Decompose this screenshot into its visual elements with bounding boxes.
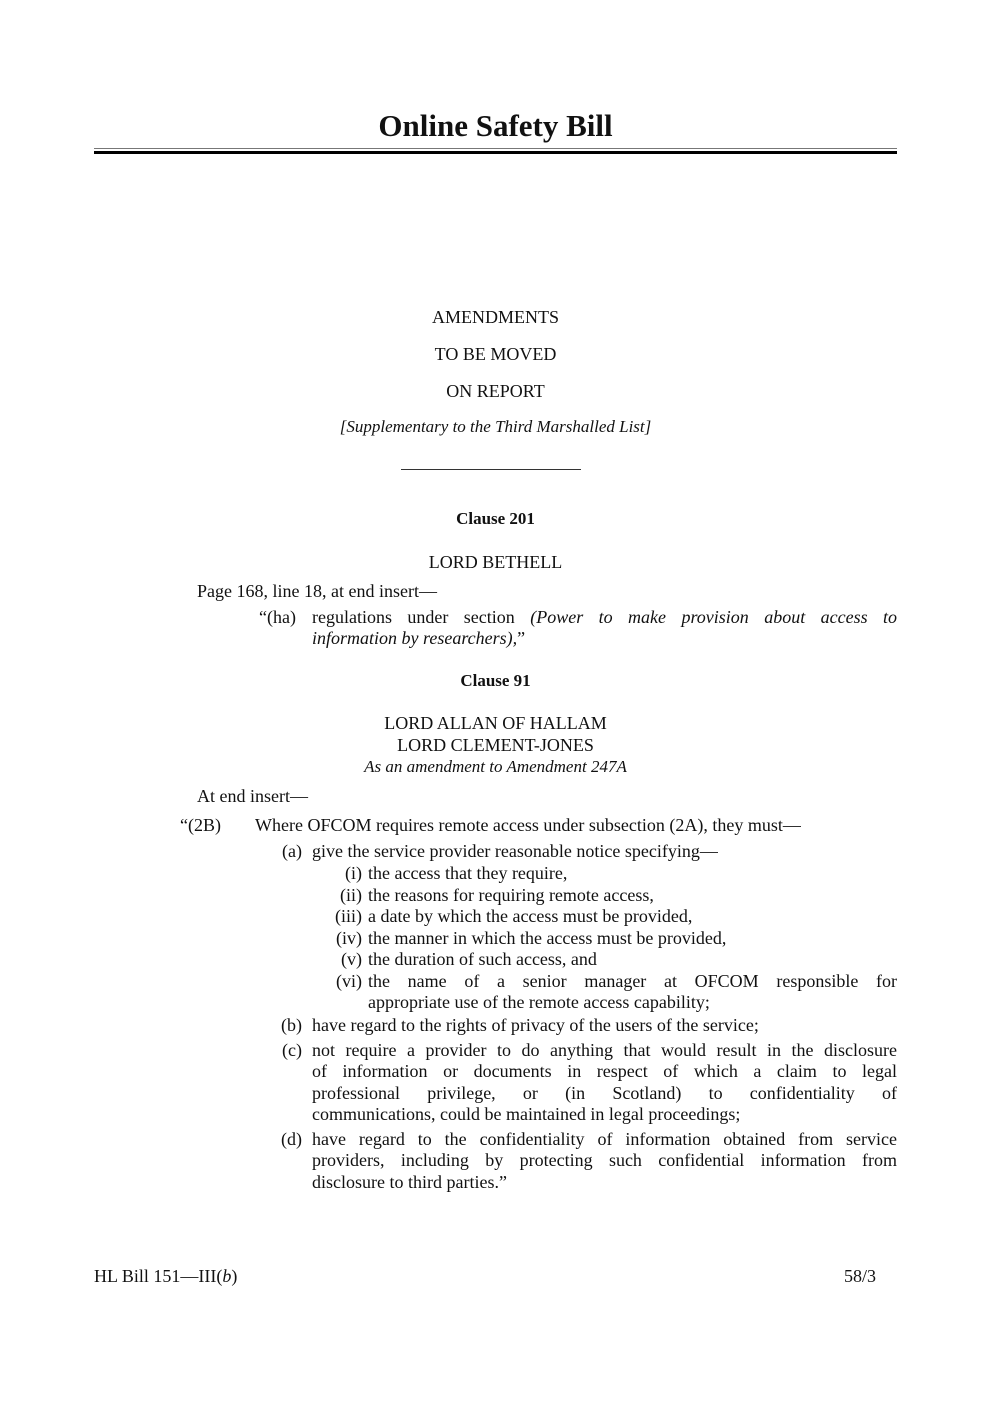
paragraph-label: (c) bbox=[282, 1039, 302, 1060]
paragraph-label: (d) bbox=[281, 1128, 302, 1149]
paragraph-label: “(ha) bbox=[259, 607, 296, 627]
paragraph-text-line: communications, could be maintained in legal proceedings; bbox=[312, 1104, 741, 1124]
amendment-text-line: regulations under section (Power to make provision about access to bbox=[312, 607, 898, 627]
member-name: LORD BETHELL bbox=[428, 552, 563, 572]
member-name: LORD ALLAN OF HALLAM bbox=[384, 713, 607, 733]
subparagraph-text-line: the name of a senior manager at OFCOM responsible for bbox=[368, 970, 897, 991]
paragraph-label: (b) bbox=[281, 1015, 302, 1035]
page-number: 58/3 bbox=[844, 1266, 877, 1286]
subparagraph-label: (vi) bbox=[336, 970, 362, 991]
paragraph-text-line: professional privilege, or (in Scotland) to confidentiality of bbox=[312, 1082, 897, 1103]
title-rule-thin bbox=[94, 148, 897, 149]
subparagraph-label: (i) bbox=[345, 863, 362, 883]
heading-on-report: ON REPORT bbox=[446, 381, 545, 401]
heading-to-be-moved: TO BE MOVED bbox=[434, 344, 557, 364]
separator-rule bbox=[401, 469, 581, 470]
paragraph-text-line: not require a provider to do anything that would result in the disclosure bbox=[312, 1039, 897, 1060]
subparagraph-text-line: the access that they require, bbox=[368, 863, 568, 883]
title-rule-thick bbox=[94, 151, 897, 154]
amendment-instruction: Page 168, line 18, at end insert— bbox=[197, 581, 437, 601]
member-name: LORD CLEMENT-JONES bbox=[397, 735, 594, 755]
subparagraph-text-line: the reasons for requiring remote access, bbox=[368, 884, 654, 905]
subparagraph-text-line: the duration of such access, and bbox=[368, 949, 597, 969]
clause-heading: Clause 201 bbox=[456, 509, 535, 528]
amendment-instruction: At end insert— bbox=[197, 786, 308, 806]
paragraph-label: (a) bbox=[282, 841, 302, 861]
bill-title: Online Safety Bill bbox=[378, 108, 613, 143]
subparagraph-label: (iv) bbox=[336, 927, 362, 948]
amendment-text-line: information by researchers),” bbox=[312, 628, 526, 648]
subparagraph-text-line: the manner in which the access must be provided, bbox=[368, 927, 727, 948]
bill-reference: HL Bill 151—III(b) bbox=[94, 1266, 238, 1286]
paragraph-text-line: disclosure to third parties.” bbox=[312, 1171, 507, 1192]
paragraph-text-line: have regard to the rights of privacy of the users of the service; bbox=[312, 1015, 759, 1035]
subparagraph-text-line: appropriate use of the remote access capability; bbox=[368, 992, 710, 1012]
clause-heading: Clause 91 bbox=[460, 671, 531, 690]
subsection-text: Where OFCOM requires remote access under subsection (2A), they must— bbox=[255, 815, 801, 835]
subparagraph-label: (ii) bbox=[340, 884, 362, 905]
paragraph-text-line: of information or documents in respect of which a claim to legal bbox=[312, 1061, 897, 1081]
paragraph-text-line: give the service provider reasonable notice specifying— bbox=[312, 841, 718, 861]
paragraph-text-line: have regard to the confidentiality of information obtained from service bbox=[312, 1128, 897, 1149]
amendment-note: As an amendment to Amendment 247A bbox=[364, 757, 627, 776]
heading-amendments: AMENDMENTS bbox=[431, 307, 559, 327]
subparagraph-label: (v) bbox=[341, 949, 362, 969]
subsection-label: “(2B) bbox=[180, 815, 221, 835]
paragraph-text-line: providers, including by protecting such confidential information from bbox=[312, 1150, 897, 1170]
supplementary-note: [Supplementary to the Third Marshalled List] bbox=[339, 417, 652, 436]
subparagraph-text-line: a date by which the access must be provided, bbox=[368, 906, 693, 926]
subparagraph-label: (iii) bbox=[335, 906, 362, 926]
